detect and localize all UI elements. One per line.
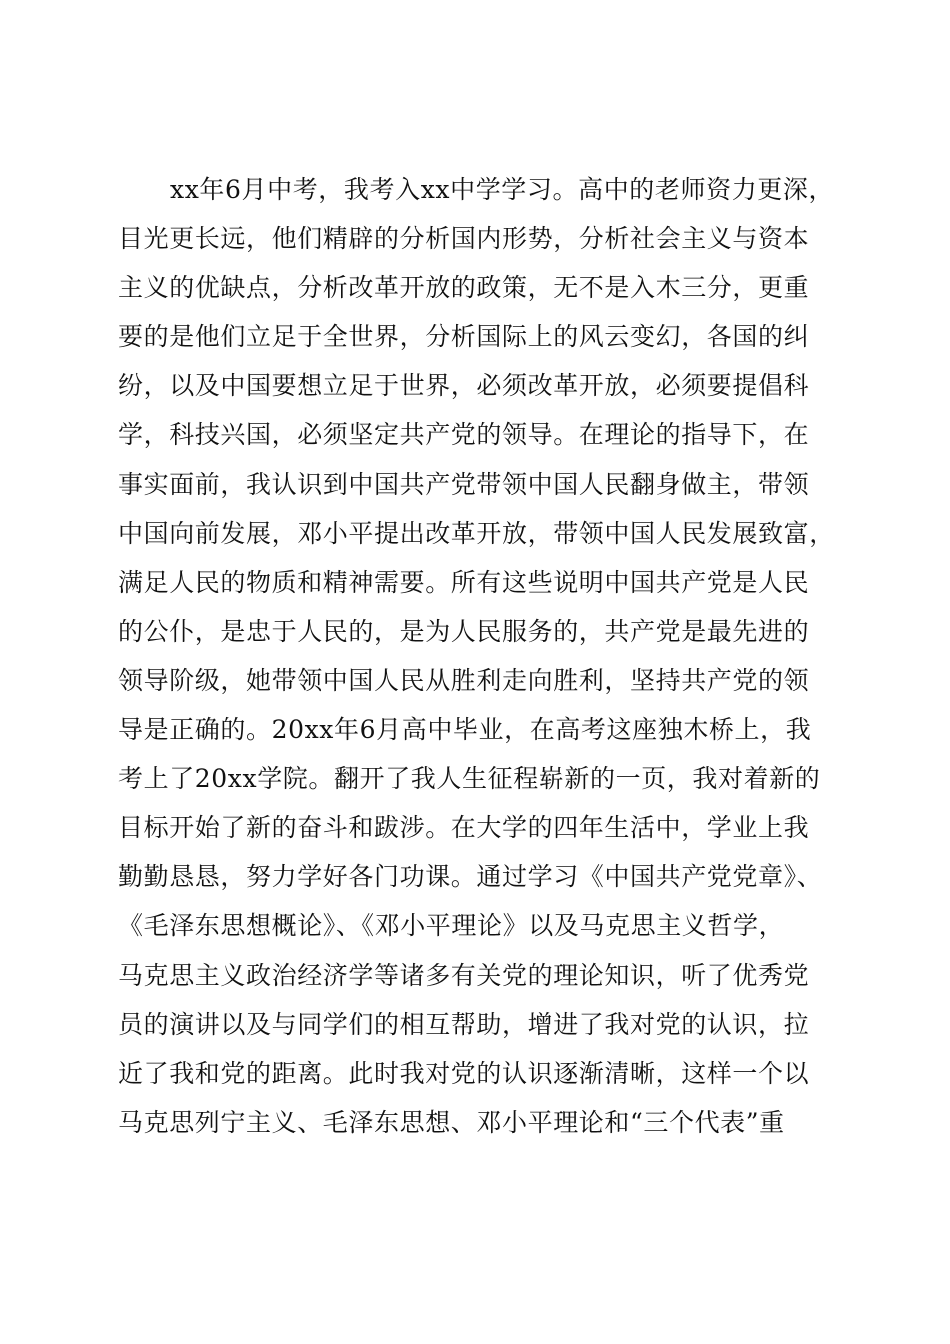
text-line-9: 满足人民的物质和精神需要。所有这些说明中国共产党是人民: [118, 567, 810, 597]
text-line-2: 目光更长远，他们精辟的分析国内形势，分析社会主义与资本: [118, 224, 810, 254]
text-line-7: 事实面前，我认识到中国共产党带领中国人民翻身做主，带领: [118, 469, 810, 499]
text-line-13: 考上了20xx学院。翻开了我人生征程崭新的一页，我对着新的: [118, 764, 821, 794]
text-line-14: 目标开始了新的奋斗和跋涉。在大学的四年生活中，学业上我: [118, 813, 810, 843]
text-line-3: 主义的优缺点，分析改革开放的政策，无不是入木三分，更重: [118, 273, 810, 303]
text-line-11: 领导阶级，她带领中国人民从胜利走向胜利，坚持共产党的领: [118, 665, 810, 695]
text-line-18: 员的演讲以及与同学们的相互帮助，增进了我对党的认识，拉: [118, 1009, 810, 1039]
text-line-10: 的公仆，是忠于人民的，是为人民服务的，共产党是最先进的: [118, 616, 810, 646]
text-line-5: 纷，以及中国要想立足于世界，必须改革开放，必须要提倡科: [118, 371, 810, 401]
text-line-15: 勤勤恳恳，努力学好各门功课。通过学习《中国共产党党章》、: [118, 862, 823, 892]
text-line-12: 导是正确的。20xx年6月高中毕业，在高考这座独木桥上，我: [118, 715, 812, 745]
text-line-6: 学，科技兴国，必须坚定共产党的领导。在理论的指导下，在: [118, 420, 810, 450]
text-line-17: 马克思主义政治经济学等诸多有关党的理论知识，听了优秀党: [118, 960, 810, 990]
text-line-4: 要的是他们立足于全世界，分析国际上的风云变幻，各国的纠: [118, 322, 810, 352]
text-line-16: 《毛泽东思想概论》、《邓小平理论》以及马克思主义哲学，: [118, 911, 785, 941]
body-paragraph: [118, 165, 838, 1147]
text-line-20: 马克思列宁主义、毛泽东思想、邓小平理论和“三个代表”重: [118, 1107, 785, 1137]
text-line-1: xx年6月中考，我考入xx中学学习。高中的老师资力更深，: [170, 175, 835, 204]
text-line-19: 近了我和党的距离。此时我对党的认识逐渐清晰，这样一个以: [118, 1058, 810, 1088]
text-line-8: 中国向前发展，邓小平提出改革开放，带领中国人民发展致富，: [118, 518, 835, 548]
